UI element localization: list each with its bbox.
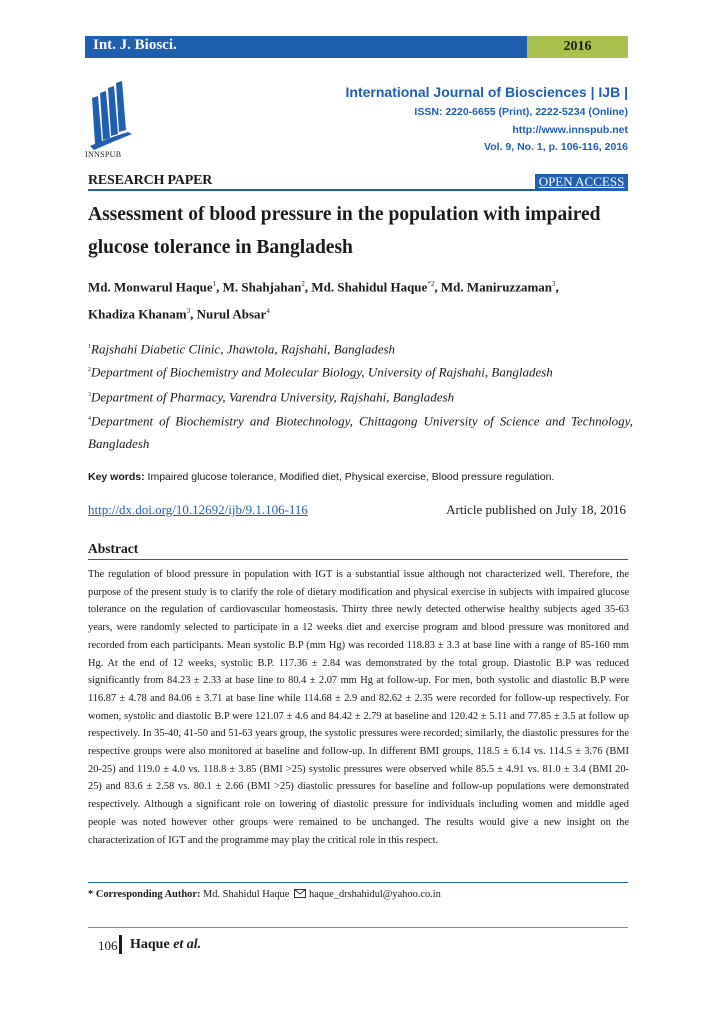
journal-full-name: International Journal of Biosciences | IJB | xyxy=(345,84,628,100)
innspub-logo-icon xyxy=(88,80,138,152)
author-list: Md. Monwarul Haque$^1$, M. Shahjahan$^2$, Md. Shahidul Haque$^{*2}$, Md. Maniruzzaman$^3$, Khadiza Khanam$^3$, Nurul Absar$^4$ xyxy=(88,279,559,322)
abstract-text: The regulation of blood pressure in population with IGT is a substantial issue although not characterized well. Therefore, the purpose of the present study is to clarify the role of dietary modification and physical exercise in subjects with impaired glucose tolerance on the regulation of cardiovascular homeostasis. Thirty three newly detected otherwise healthy subjects aged 35-63 years, were randomly selected to participate in a 12 weeks diet and exercise program and blood pressure was monitored and recorded from each participants. Mean systolic B.P (mm Hg) was recorded 118.83 ± 3.3 at base line with a range of 85-160 mm Hg. At the end of 12 weeks, systolic B.P. 117.36 ± 2.84 was demonstrated by the total group. Diastolic B.P was reduced significantly from 84.23 ± 2.33 at base line to 80.4 ± 2.07 mm Hg at follow-up. For men, both systolic and diastolic B.P were 116.87 ± 4.78 and 84.06 ± 3.71 at base line while 114.68 ± 2.9 and 82.62 ± 2.35 were recorded for follow-up respectively. For women, systolic and diastolic B.P were 121.07 ± 4.6 and 84.42 ± 2.79 at baseline and 120.42 ± 5.11 and 77.85 ± 3.5 at follow up respectively. In 35-40, 41-50 and 51-63 years group, the systolic pressures were recorded; similarly, the diastolic pressures for the respective groups were also monitored at baseline and follow-up. In different BMI groups, 118.5 ± 6.14 vs. 114.5 ± 3.76 (BMI 20-25) and 119.0 ± 4.0 vs. 118.8 ± 3.85 (BMI >25) systolic pressures were observed while 85.5 ± 4.91 vs. 81.0 ± 3.4 (BMI 20-25) and 83.6 ± 2.58 vs. 80.1 ± 2.66 (BMI >25) diastolic pressures for baseline and follow-up populations were demonstrated respectively. Although a significant role on lowering of diastolic pressure for individuals including women and middle aged people was noted however other groups were remained to be unchanged. The results would give a new insight on the characterization of IGT and the programme may play the critical role in this respect. xyxy=(88,569,629,846)
author: Nurul Absar xyxy=(196,306,267,322)
paper-title: Assessment of blood pressure in the population with impaired glucose tolerance in Bangladesh xyxy=(88,204,601,258)
paper-type: RESEARCH PAPER xyxy=(88,173,213,188)
affiliation-sup: 4 xyxy=(88,416,91,422)
affiliation xyxy=(88,408,633,455)
divider xyxy=(88,882,628,883)
affiliation-text: Department of Biochemistry and Molecular Biology, University of Rajshahi, Bangladesh xyxy=(91,364,553,380)
corresponding-author: * Corresponding Author: Md. Shahidul Haque haque_drshahidul@yahoo.co.in xyxy=(88,889,441,900)
author: Khadiza Khanam xyxy=(88,306,187,322)
divider xyxy=(88,559,628,560)
affiliation-text: Department of Pharmacy, Varendra University, Rajshahi, Bangladesh xyxy=(91,389,455,405)
author-sup: *2 xyxy=(427,280,435,288)
author: Md. Shahidul Haque xyxy=(311,279,428,295)
affiliation xyxy=(88,384,633,408)
page-number: 106 xyxy=(98,938,118,953)
author-sup: 3 xyxy=(552,280,556,288)
doi-link[interactable]: http://dx.doi.org/10.12692/ijb/9.1.106-116 xyxy=(88,502,308,517)
affiliation xyxy=(88,336,633,360)
corresponding-email[interactable]: haque_drshahidul@yahoo.co.in xyxy=(308,889,441,900)
journal-url[interactable]: http://www.innspub.net xyxy=(512,124,628,136)
keywords-label: Key words: xyxy=(88,471,145,483)
footer-author-text: Haque et al. xyxy=(130,937,202,952)
year-text: 2016 xyxy=(563,39,592,54)
mail-icon xyxy=(294,889,306,898)
keywords xyxy=(88,471,554,483)
affiliation-sup: 2 xyxy=(88,367,91,373)
abstract-heading: Abstract xyxy=(88,541,139,556)
author: Md. Monwarul Haque xyxy=(88,279,213,295)
author: Md. Maniruzzaman xyxy=(440,279,553,295)
footer-author xyxy=(130,937,201,953)
affiliation-text: Rajshahi Diabetic Clinic, Jhawtola, Rajshahi, Bangladesh xyxy=(91,341,396,357)
published-date: Article published on July 18, 2016 xyxy=(446,502,626,517)
corresponding-label: Corresponding Author: xyxy=(95,889,201,900)
author-sup: 3 xyxy=(186,307,191,316)
issn: ISSN: 2220-6655 (Print), 2222-5234 (Online) xyxy=(414,106,628,118)
author-sup: 2 xyxy=(301,280,305,288)
affiliation-sup: 1 xyxy=(88,344,91,350)
footer-divider xyxy=(88,927,628,928)
year-badge xyxy=(527,36,628,58)
open-access-label[interactable]: OPEN ACCESS xyxy=(538,174,625,189)
corresponding-name: Md. Shahidul Haque xyxy=(203,889,290,900)
volume-info: Vol. 9, No. 1, p. 106-116, 2016 xyxy=(484,141,628,153)
journal-short-name: Int. J. Biosci. xyxy=(93,37,177,53)
author-sup: 4 xyxy=(266,307,270,316)
keywords-text: Impaired glucose tolerance, Modified diet, Physical exercise, Blood pressure regulation. xyxy=(147,471,555,483)
open-access-badge[interactable] xyxy=(535,174,628,190)
affiliation xyxy=(88,359,633,383)
logo-text: INNSPUB xyxy=(85,150,122,159)
author-sup: 1 xyxy=(212,280,217,288)
author: M. Shahjahan xyxy=(222,279,302,295)
affiliation-sup: 3 xyxy=(88,392,91,398)
affiliation-text: Department of Biochemistry and Biotechnology, Chittagong University of Science and Technology, Bangladesh xyxy=(88,413,633,452)
footer-separator xyxy=(119,935,122,954)
